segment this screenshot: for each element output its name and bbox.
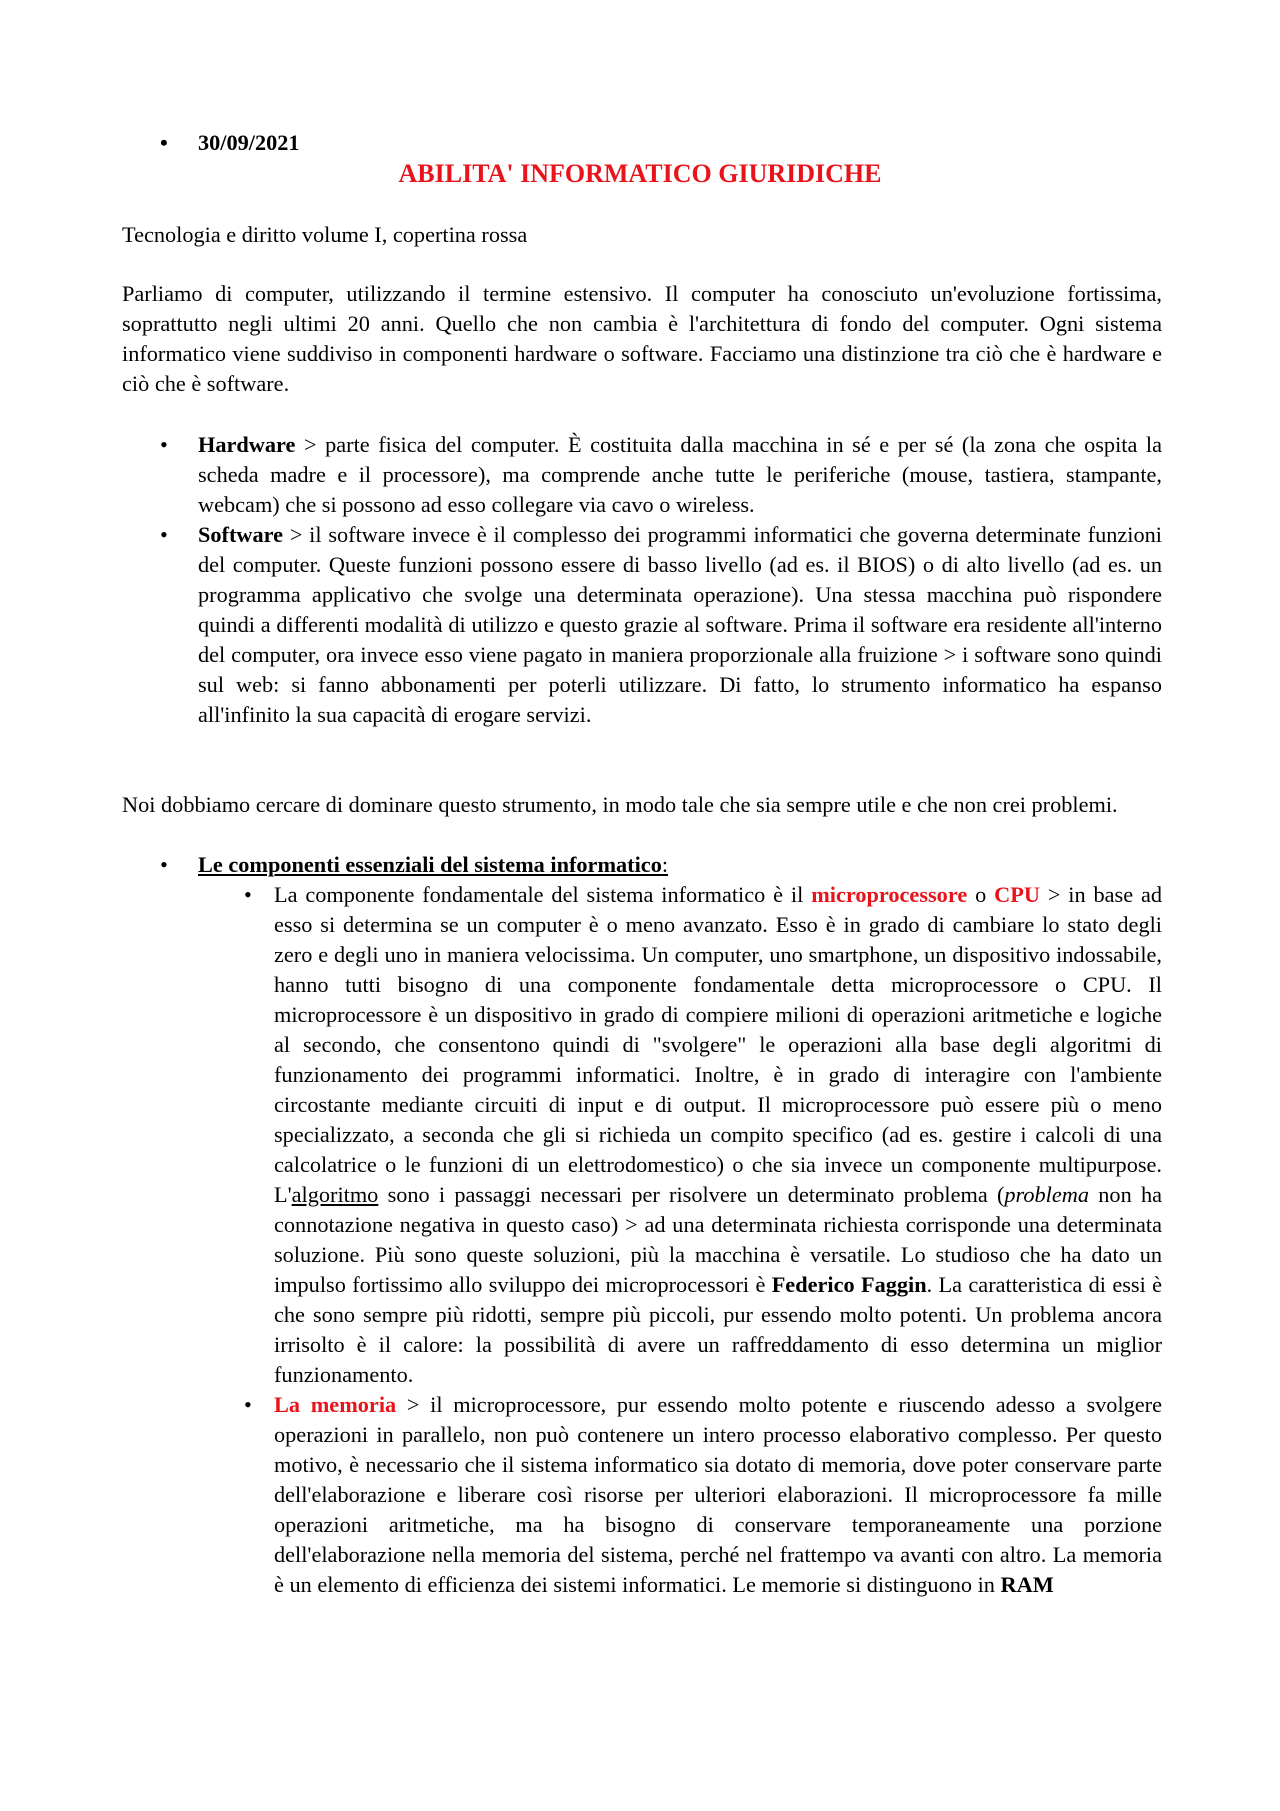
- bullet: •: [244, 1392, 252, 1417]
- list-item-components: [122, 850, 1162, 880]
- intro-paragraph: Parliamo di computer, utilizzando il termine estensivo. Il computer ha conosciuto un'evoluzione fortissima, soprattutto negli ultimi 20 anni. Quello che non cambia è l'architettura di fondo del computer. Ogni sistema informatico viene suddiviso in componenti hardware o software. Facciamo una distinzione tra ciò che è hardware e ciò che è software.: [122, 281, 1162, 396]
- subtitle: Tecnologia e diritto volume I, copertina rossa: [122, 222, 528, 247]
- cpu-text-4: sono i passaggi necessari per risolvere un determinato problema (: [378, 1182, 1005, 1207]
- heading-colon: :: [661, 852, 669, 877]
- term-cpu: CPU: [994, 882, 1040, 907]
- term-algoritmo: algoritmo: [291, 1182, 379, 1207]
- list-item-memory: [122, 1390, 1162, 1600]
- note-date: 30/09/2021: [198, 130, 300, 155]
- bullet: •: [160, 852, 168, 877]
- bullet: •: [160, 130, 168, 155]
- list-item-software: [122, 520, 1162, 730]
- term-microprocessore: microprocessore: [811, 882, 968, 907]
- bullet: •: [160, 522, 168, 547]
- bullet: •: [160, 432, 168, 457]
- software-text: > il software invece è il complesso dei programmi informatici che governa determinate funzioni del computer. Queste funzioni possono essere di basso livello (ad es. il BIOS) o di alto livello (ad es. un programma applicativo che svolge una determinata operazione). Una stessa macchina può rispondere quindi a differenti modalità di utilizzo e questo grazie al software. Prima il software era residente all'interno del computer, ora invece esso viene pagato in maniera proporzionale alla fruizione > i software sono quindi sul web: si fanno abbonamenti per poterli utilizzare. Di fatto, lo strumento informatico ha espanso all'infinito la sua capacità di erogare servizi.: [198, 522, 1162, 727]
- term-hardware: Hardware: [198, 432, 296, 457]
- list-item-cpu: [122, 880, 1162, 1390]
- cpu-text-5: non ha connotazione negativa in questo caso) > ad una determinata richiesta corrisponde una determinata soluzione. Più sono queste soluzioni, più la macchina è versatile. Lo studioso che ha dato un impulso fortissimo allo sviluppo dei microprocessori è: [274, 1182, 1162, 1297]
- cpu-text-1: La componente fondamentale del sistema informatico è il: [274, 882, 812, 907]
- hw-sw-list: [122, 430, 1162, 730]
- name-faggin: Federico Faggin: [771, 1272, 927, 1297]
- components-section: [122, 850, 1162, 1600]
- cpu-text-3: > in base ad esso si determina se un computer è o meno avanzato. Esso è in grado di cambiare lo stato degli zero e degli uno in maniera velocissima. Un computer, uno smartphone, un dispositivo indossabile, hanno tutti bisogno di una componente fondamentale detta microprocessore o CPU. Il microprocessore è un dispositivo in grado di compiere milioni di operazioni aritmetiche e logiche al secondo, che consentono quindi di "svolgere" le operazioni alla base degli algoritmi di funzionamento dei programmi informatici. Inoltre, è in grado di interagire con l'ambiente circostante mediante circuiti di input e di output. Il microprocessore può essere più o meno specializzato, a seconda che gli si richieda un compito specifico (ad es. gestire i calcoli di una calcolatrice o le funzioni di un elettrodomestico) o che sia invece un componente multipurpose. L': [274, 882, 1163, 1207]
- bullet: •: [244, 882, 252, 907]
- document-title: ABILITA' INFORMATICO GIURIDICHE: [398, 159, 882, 188]
- term-memoria: La memoria: [274, 1392, 397, 1417]
- paragraph-dominare: Noi dobbiamo cercare di dominare questo strumento, in modo tale che sia sempre utile e che non crei problemi.: [122, 792, 1118, 817]
- list-item-hardware: [122, 430, 1162, 520]
- cpu-text-6: . La caratteristica di essi è che sono sempre più ridotti, sempre più piccoli, pur essendo molto potenti. Un problema ancora irrisolto è il calore: la possibilità di avere un raffreddamento di esso determina un miglior funzionamento.: [274, 1272, 1162, 1387]
- term-software: Software: [198, 522, 284, 547]
- cpu-text-2: o: [967, 882, 995, 907]
- hardware-text: > parte fisica del computer. È costituita dalla macchina in sé e per sé (la zona che ospita la scheda madre e il processore), ma comprende anche tutte le periferiche (mouse, tastiera, stampante, webcam) che si possono ad esso collegare via cavo o wireless.: [198, 432, 1162, 517]
- term-ram: RAM: [1000, 1572, 1054, 1597]
- memory-text-1: > il microprocessore, pur essendo molto potente e riuscendo adesso a svolgere operazioni in parallelo, non può contenere un intero processo elaborativo complesso. Per questo motivo, è necessario che il sistema informatico sia dotato di memoria, dove poter conservare parte dell'elaborazione e liberare così risorse per ulteriori elaborazioni. Il microprocessore fa mille operazioni aritmetiche, ma ha bisogno di conservare temporaneamente una porzione dell'elaborazione nella memoria del sistema, perché nel frattempo va avanti con altro. La memoria è un elemento di efficienza dei sistemi informatici. Le memorie si distinguono in: [274, 1392, 1163, 1597]
- components-heading: Le componenti essenziali del sistema informatico: [198, 852, 662, 877]
- term-problema: problema: [1004, 1182, 1090, 1207]
